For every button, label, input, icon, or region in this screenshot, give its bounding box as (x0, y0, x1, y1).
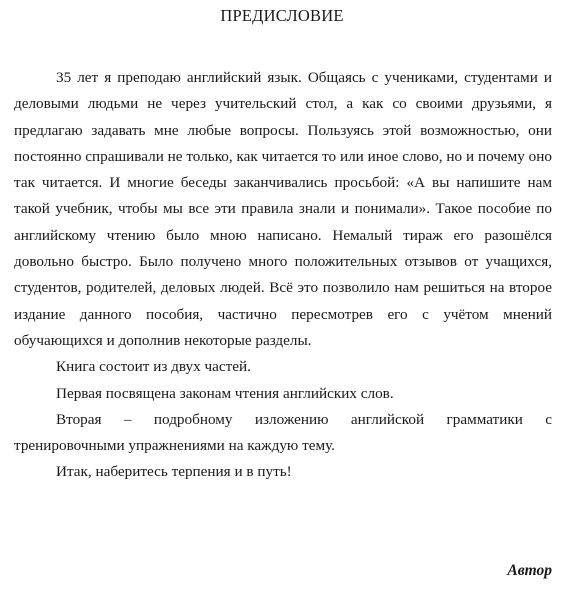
paragraph-intro: 35 лет я преподаю английский язык. Общаясь с учениками, студентами и деловыми людьми не через учительский стол, а как со своими друзьями, я предлагаю задавать мне любые вопросы. Пользуясь этой возможностью, они постоянно спрашивали не только, как читается то или иное слово, но и почему оно так читается. И многие беседы заканчивались просьбой: «А вы напишите нам такой учебник, чтобы мы все эти правила знали и понимали». Такое пособие по английскому чтению было мною написано. Немалый тираж его разошёлся довольно быстро. Было получено много положительных отзывов от учащихся, студентов, родителей, деловых людей. Всё это позволило нам решиться на второе издание данного пособия, частично пересмотрев его с учётом мнений обучающихся и дополнив некоторые разделы. (14, 69, 552, 349)
paragraph-book-parts: Книга состоит из двух частей. (56, 358, 251, 376)
page-title: ПРЕДИСЛОВИЕ (220, 6, 344, 25)
author-signature: Автор (507, 562, 552, 579)
document-body (14, 65, 552, 486)
paragraph-part-two: Вторая – подробному изложению английской грамматики с тренировочными упражнениями на каждую тему. (14, 410, 552, 455)
paragraph-part-one: Первая посвящена законам чтения английских слов. (56, 384, 394, 402)
paragraph-closing: Итак, наберитесь терпения и в путь! (56, 463, 292, 481)
